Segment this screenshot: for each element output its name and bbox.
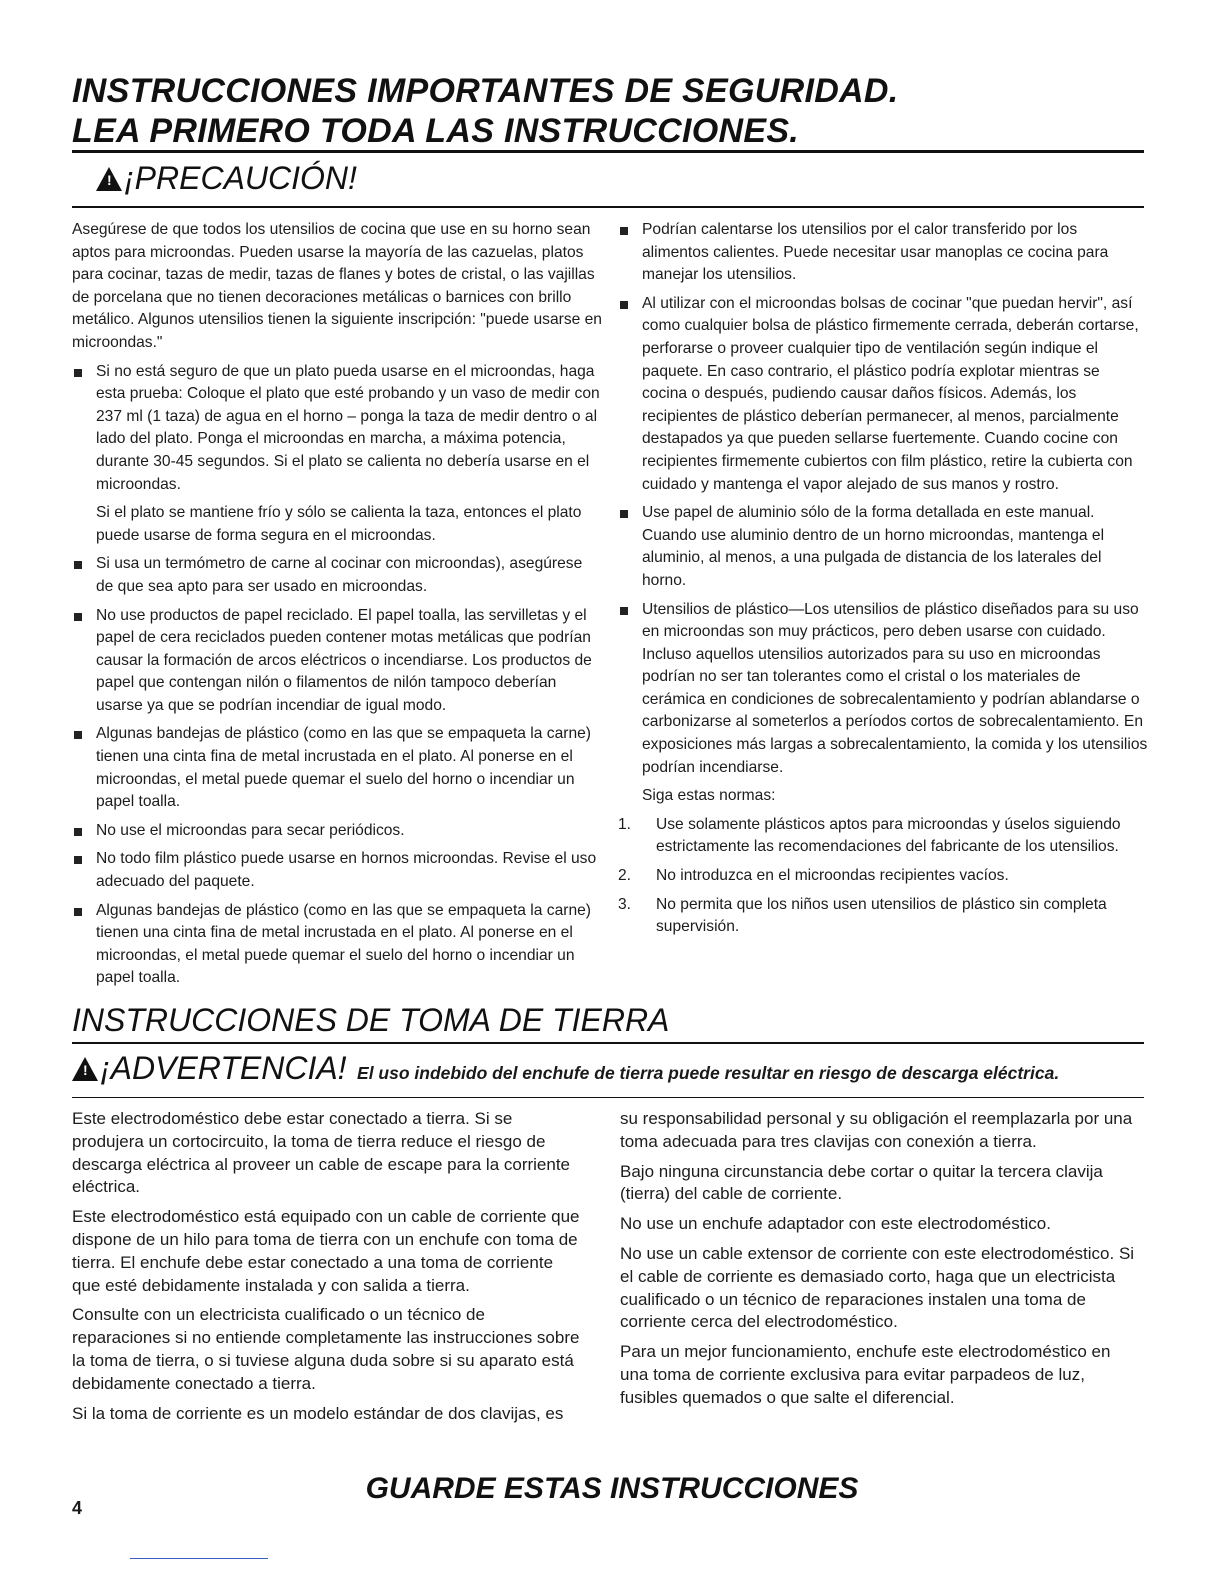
paragraph: Para un mejor funcionamiento, enchufe este electrodoméstico en una toma de corriente exclusiva para evitar parpadeos de luz, fusibles quemados o que salte el diferencial. <box>620 1342 1111 1407</box>
caution-intro: Asegúrese de que todos los utensilios de cocina que use en su horno sean aptos para microondas. Pueden usarse la mayoría de las cazuelas, platos para cocinar, tazas de medir, tazas de flanes y botes de cristal, o las vajillas de porcelana que no tienen decoraciones metálicas o barnices con brillo metálico. Algunos utensilios tienen la siguiente inscripción: "puede usarse en microondas." <box>72 221 602 351</box>
bullet-icon <box>620 227 628 235</box>
list-item: No todo film plástico puede usarse en hornos microondas. Revise el uso adecuado del paquete. <box>72 848 602 893</box>
page-title-line-2: LEA PRIMERO TODA LAS INSTRUCCIONES. <box>72 112 800 150</box>
page-number: 4 <box>72 1498 83 1518</box>
rule-text: No introduzca en el microondas recipientes vacíos. <box>656 867 1009 885</box>
paragraph: Si la toma de corriente es un modelo estándar de dos clavijas, es <box>72 1403 564 1423</box>
list-item: Algunas bandejas de plástico (como en las que se empaqueta la carne) tienen una cinta fina de metal incrustada en el plato. Al ponerse en el microondas, el metal puede quemar el suelo del horno o incendiar un papel toalla. <box>72 900 602 990</box>
list-item: Utensilios de plástico—Los utensilios de plástico diseñados para su uso en microondas son muy prácticos, pero deben usarse con cuidado. Incluso aquellos utensilios autorizados para su uso en microondas podrían no ser tan tolerantes como el cristal o los materiales de cerámica en condiciones de sobrecalentamiento y podrían ablandarse o carbonizarse al someterlos a períodos cortos de sobrecalentamiento. En exposiciones más largas a sobrecalentamiento, la comida y los utensilios podrían incendiarse. <box>618 599 1148 780</box>
footer-line <box>130 1558 268 1559</box>
caution-heading-text: ¡PRECAUCIÓN! <box>124 160 357 196</box>
caution-divider <box>72 206 1144 208</box>
warning-triangle-icon: ! <box>72 1057 98 1081</box>
paragraph: Consulte con un electricista cualificado o un técnico de reparaciones si no entiende completamente las instrucciones sobre la toma de tierra, o si tuviese alguna duda sobre si su aparato está debidamente conectado a tierra. <box>72 1305 580 1393</box>
page-title-line-1: INSTRUCCIONES IMPORTANTES DE SEGURIDAD. <box>72 72 899 110</box>
caution-left-column <box>72 219 602 996</box>
warning-divider <box>72 1097 1144 1098</box>
caution-right-column <box>618 219 1148 945</box>
warning-text: El uso indebido del enchufe de tierra puede resultar en riesgo de descarga eléctrica. <box>357 1063 1060 1083</box>
bullet-icon <box>74 828 82 836</box>
warning-row <box>72 1050 1059 1087</box>
grounding-left-column <box>72 1108 582 1432</box>
list-item: Si no está seguro de que un plato pueda usarse en el microondas, haga esta prueba: Coloque el plato que esté probando y un vaso de medir con 237 ml (1 taza) de agua en el horno – ponga la taza de medir dentro o al lado del plato. Ponga el microondas en marcha, a máxima potencia, durante 30-45 segundos. Si el plato se calienta no debería usarse en el microondas. <box>72 361 602 497</box>
rules-list <box>618 814 1148 939</box>
list-item: No use el microondas para secar periódicos. <box>72 820 602 843</box>
bullet-icon <box>74 908 82 916</box>
warning-triangle-icon: ! <box>96 167 122 191</box>
rule-number: 3. <box>618 895 632 913</box>
caution-heading <box>96 160 357 197</box>
grounding-divider <box>72 1042 1144 1044</box>
title-divider <box>72 150 1144 153</box>
rule-number: 2. <box>618 867 632 885</box>
bullet-icon <box>620 301 628 309</box>
bullet-icon <box>74 731 82 739</box>
list-item: No use productos de papel reciclado. El papel toalla, las servilletas y el papel de cera reciclados pueden contener motas metálicas que podrían causar la formación de arcos eléctricos o incendiarse. Los productos de papel que contengan nilón o filamentos de nilón tampoco deberían usarse ya que se podrían incendiar de igual modo. <box>72 605 602 718</box>
rule-text: No permita que los niños usen utensilios de plástico sin completa supervisión. <box>656 895 1107 936</box>
warning-heading <box>72 1050 347 1086</box>
save-instructions-title: GUARDE ESTAS INSTRUCCIONES <box>365 1472 859 1505</box>
bullet-icon <box>620 510 628 518</box>
rule-item <box>618 814 1148 859</box>
paragraph: Este electrodoméstico está equipado con un cable de corriente que dispone de un hilo para toma de tierra con un enchufe con toma de tierra. El enchufe debe estar conectado a una toma de corriente que esté debidamente instalada y con salida a tierra. <box>72 1207 580 1295</box>
list-item: Si usa un termómetro de carne al cocinar con microondas), asegúrese de que sea apto para ser usado en microondas. <box>72 553 602 598</box>
paragraph: Bajo ninguna circunstancia debe cortar o quitar la tercera clavija (tierra) del cable de corriente. <box>620 1161 1103 1204</box>
bullet-icon <box>620 607 628 615</box>
paragraph: No use un cable extensor de corriente con este electrodoméstico. Si el cable de corriente es demasiado corto, haga que un electricista cualificado o un técnico de reparaciones instalen una toma de corriente cerca del electrodoméstico. <box>620 1243 1135 1332</box>
rules-intro: Siga estas normas: <box>642 787 776 805</box>
paragraph: su responsabilidad personal y su obligación el reemplazarla por una toma adecuada para tres clavijas con conexión a tierra. <box>620 1109 1133 1151</box>
rule-item <box>618 894 1148 939</box>
grounding-title: INSTRUCCIONES DE TOMA DE TIERRA <box>72 1002 670 1038</box>
list-item: Podrían calentarse los utensilios por el calor transferido por los alimentos calientes. Puede necesitar usar manoplas ce cocina para manejar los utensilios. <box>618 219 1148 287</box>
rule-item <box>618 865 1148 888</box>
warning-heading-text: ¡ADVERTENCIA! <box>100 1050 347 1086</box>
rule-text: Use solamente plásticos aptos para microondas y úselos siguiendo estrictamente las recomendaciones del fabricante de los utensilios. <box>656 815 1121 856</box>
rule-number: 1. <box>618 815 632 833</box>
paragraph: No use un enchufe adaptador con este electrodoméstico. <box>620 1214 1051 1234</box>
list-item: Al utilizar con el microondas bolsas de cocinar "que puedan hervir", así como cualquier bolsa de plástico firmemente cerrada, deberán cortarse, perforarse o proveer cualquier tipo de ventilación según indique el paquete. En caso contrario, el plástico podría explotar mientras se cocina o después, pudiendo causar daños físicos. Además, los recipientes de plástico deberían permanecer, al menos, parcialmente destapados ya que pueden sellarse fuertemente. Cuando cocine con recipientes firmemente cubiertos con film plástico, retire la cubierta con cuidado y mantenga el vapor alejado de sus manos y rostro. <box>618 293 1148 496</box>
list-item-sub: Si el plato se mantiene frío y sólo se calienta la taza, entonces el plato puede usarse de forma segura en el microondas. <box>96 504 582 544</box>
list-item: Algunas bandejas de plástico (como en las que se empaqueta la carne) tienen una cinta fina de metal incrustada en el plato. Al ponerse en el microondas, el metal puede quemar el suelo del horno o incendiar un papel toalla. <box>72 723 602 813</box>
paragraph: Este electrodoméstico debe estar conectado a tierra. Si se produjera un cortocircuito, la toma de tierra reduce el riesgo de descarga eléctrica al proveer un cable de escape para la corriente eléctrica. <box>72 1109 571 1197</box>
bullet-icon <box>74 369 82 377</box>
bullet-icon <box>74 561 82 569</box>
bullet-icon <box>74 856 82 864</box>
bullet-icon <box>74 613 82 621</box>
grounding-right-column <box>620 1108 1140 1417</box>
list-item: Use papel de aluminio sólo de la forma detallada en este manual. Cuando use aluminio dentro de un horno microondas, mantenga el aluminio, al menos, a una pulgada de distancia de los laterales del horno. <box>618 502 1148 592</box>
